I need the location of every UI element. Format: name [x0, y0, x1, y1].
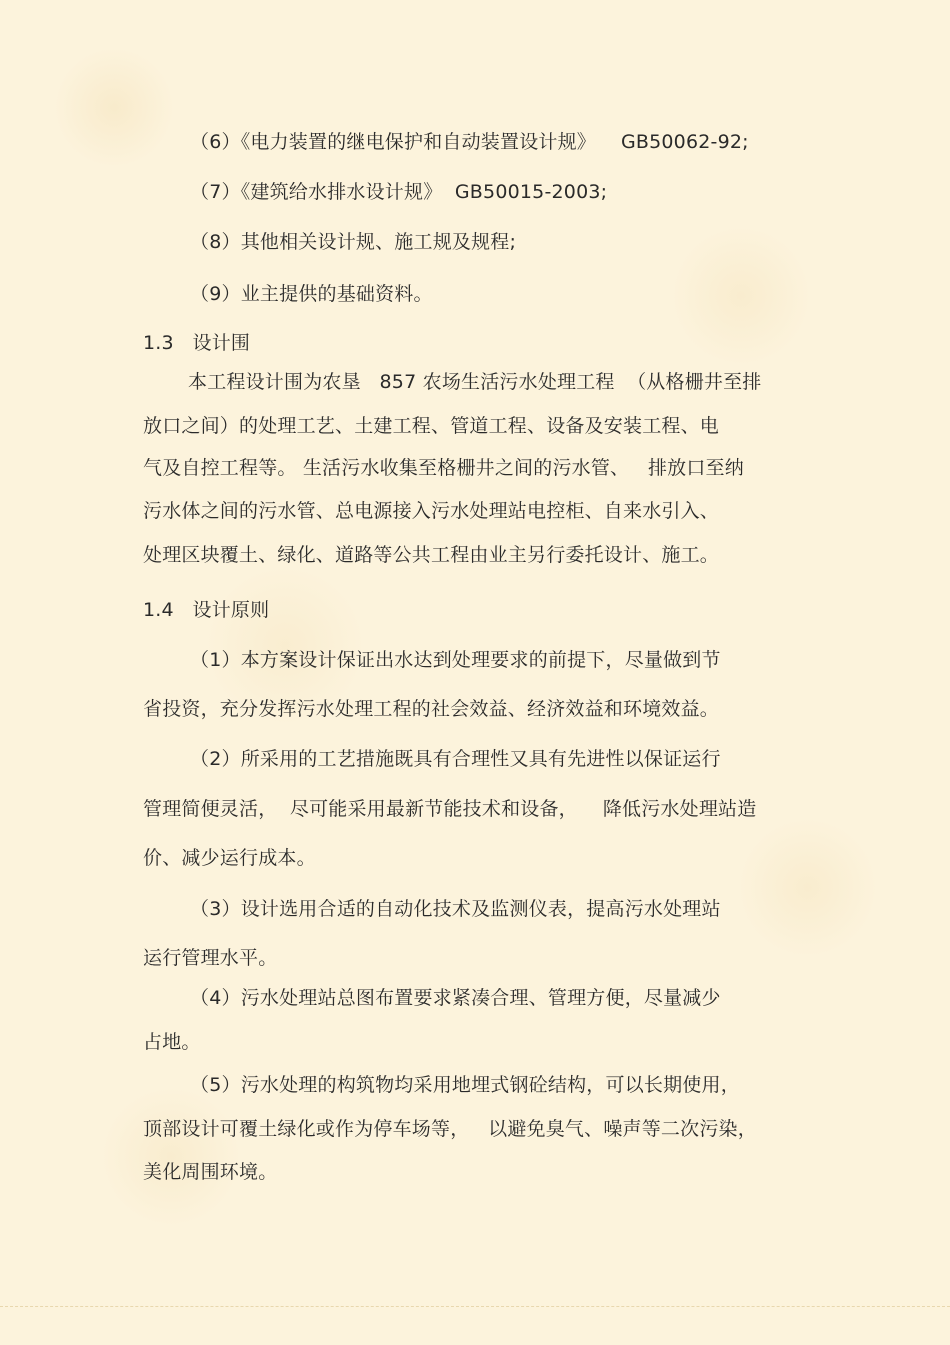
paragraph-line: 本工程设计围为农垦 857 农场生活污水处理工程 （从格栅井至排 [188, 371, 762, 393]
paragraph-line: 运行管理水平。 [143, 947, 278, 969]
paragraph-line: 占地。 [143, 1031, 201, 1053]
paragraph-line: （8）其他相关设计规、施工规及规程; [190, 231, 517, 253]
paragraph-line: （3）设计选用合适的自动化技术及监测仪表，提高污水处理站 [190, 898, 721, 920]
paragraph-line: 处理区块覆土、绿化、道路等公共工程由业主另行委托设计、施工。 [143, 544, 720, 566]
paragraph-line: 顶部设计可覆土绿化或作为停车场等， 以避免臭气、噪声等二次污染， [143, 1118, 757, 1140]
section-heading: 1.4 设计原则 [143, 599, 270, 621]
paragraph-line: （6）《电力装置的继电保护和自动装置设计规》 GB50062-92; [190, 131, 749, 153]
paragraph-line: 管理简便灵活， 尽可能采用最新节能技术和设备， 降低污水处理站造 [143, 798, 757, 820]
paragraph-line: （9）业主提供的基础资料。 [190, 283, 433, 305]
paragraph-line: 污水体之间的污水管、总电源接入污水处理站电控柜、自来水引入、 [143, 500, 720, 522]
paragraph-line: （7）《建筑给水排水设计规》 GB50015-2003; [190, 181, 608, 203]
paragraph-line: （5）污水处理的构筑物均采用地埋式钢砼结构，可以长期使用， [190, 1074, 740, 1096]
paragraph-line: （4）污水处理站总图布置要求紧凑合理、管理方便，尽量减少 [190, 987, 721, 1009]
page-bottom-rule [0, 1306, 950, 1307]
paragraph-line: 美化周围环境。 [143, 1161, 278, 1183]
paragraph-line: 省投资，充分发挥污水处理工程的社会效益、经济效益和环境效益。 [143, 698, 720, 720]
paragraph-line: 放口之间）的处理工艺、土建工程、管道工程、设备及安装工程、电 [143, 415, 720, 437]
paragraph-line: （1）本方案设计保证出水达到处理要求的前提下，尽量做到节 [190, 649, 721, 671]
paragraph-line: （2）所采用的工艺措施既具有合理性又具有先进性以保证运行 [190, 748, 721, 770]
paragraph-line: 气及自控工程等。 生活污水收集至格栅井之间的污水管、 排放口至纳 [143, 457, 744, 479]
section-heading: 1.3 设计围 [143, 332, 251, 354]
paragraph-line: 价、减少运行成本。 [143, 847, 316, 869]
